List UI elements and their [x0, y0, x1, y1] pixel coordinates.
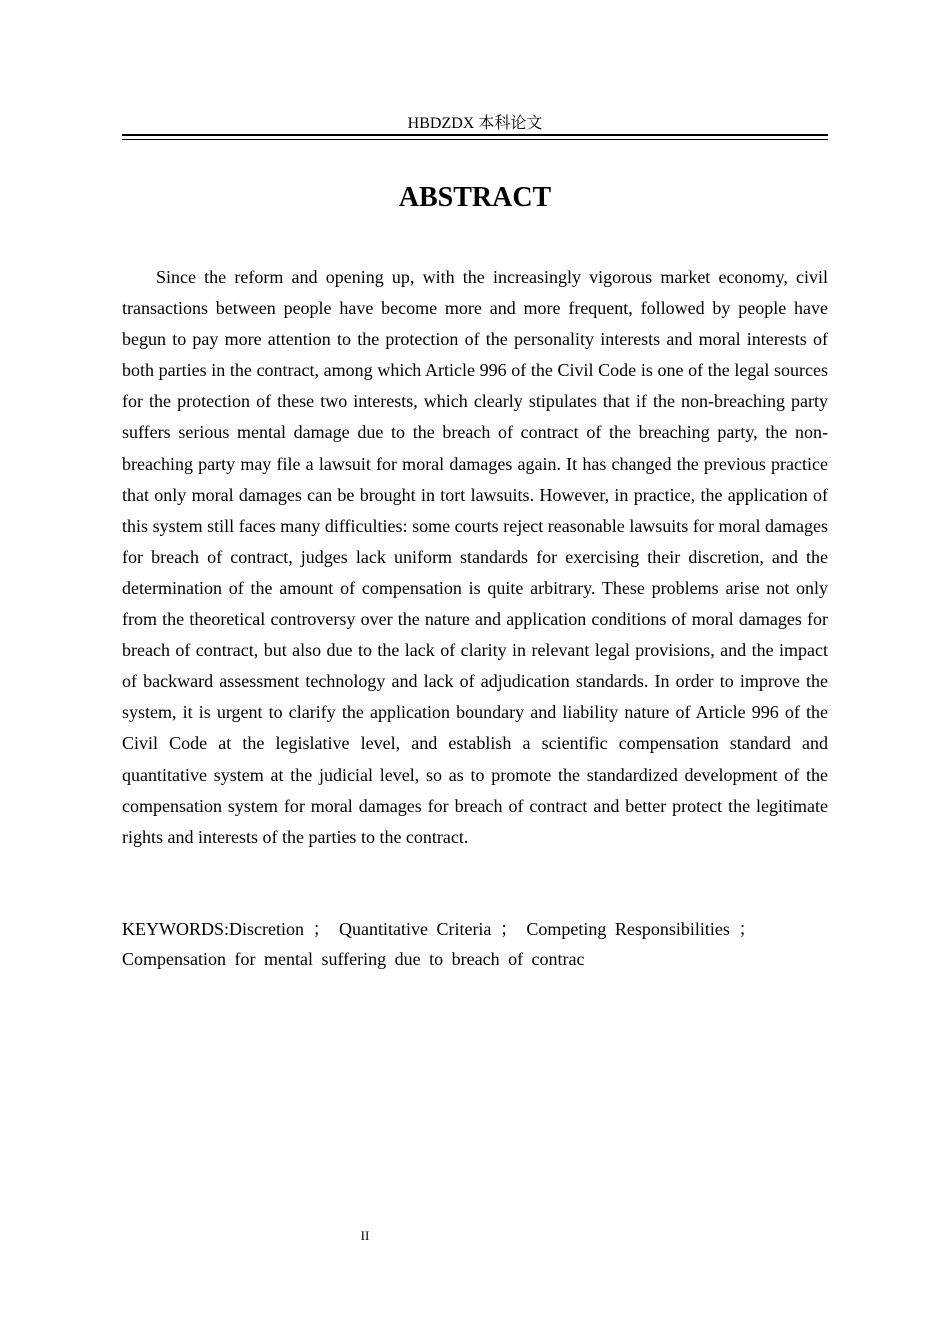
page-number: II: [360, 1228, 370, 1243]
keywords-line: KEYWORDS:Discretion ； Quantitative Criteria ； Competing Responsibilities ； Compensation for mental suffering due to breach of contrac: [122, 919, 757, 969]
running-header: HBDZDX 本科论文: [407, 115, 543, 132]
abstract-body: Since the reform and opening up, with the increasingly vigorous market economy, civil transactions between people have become more and more frequent, followed by people have begun to pay more attention to the protection of the personality interests and moral interests of both parties in the contract, among which Article 996 of the Civil Code is one of the legal sources for the protection of these two interests, which clearly stipulates that if the non-breaching party suffers serious mental damage due to the breach of contract of the breaching party, the non-breaching party may file a lawsuit for moral damages again. It has changed the previous practice that only moral damages can be brought in tort lawsuits. However, in practice, the application of this system still faces many difficulties: some courts reject reasonable lawsuits for moral damages for breach of contract, judges lack uniform standards for exercising their discretion, and the determination of the amount of compensation is quite arbitrary. These problems arise not only from the theoretical controversy over the nature and application conditions of moral damages for breach of contract, but also due to the lack of clarity in relevant legal provisions, and the impact of backward assessment technology and lack of adjudication standards. In order to improve the system, it is urgent to clarify the application boundary and liability nature of Article 996 of the Civil Code at the legislative level, and establish a scientific compensation standard and quantitative system at the judicial level, so as to promote the standardized development of the compensation system for moral damages for breach of contract and better protect the legitimate rights and interests of the parties to the contract.: [122, 267, 828, 847]
header-rule: [122, 134, 828, 140]
abstract-title: ABSTRACT: [398, 182, 552, 213]
